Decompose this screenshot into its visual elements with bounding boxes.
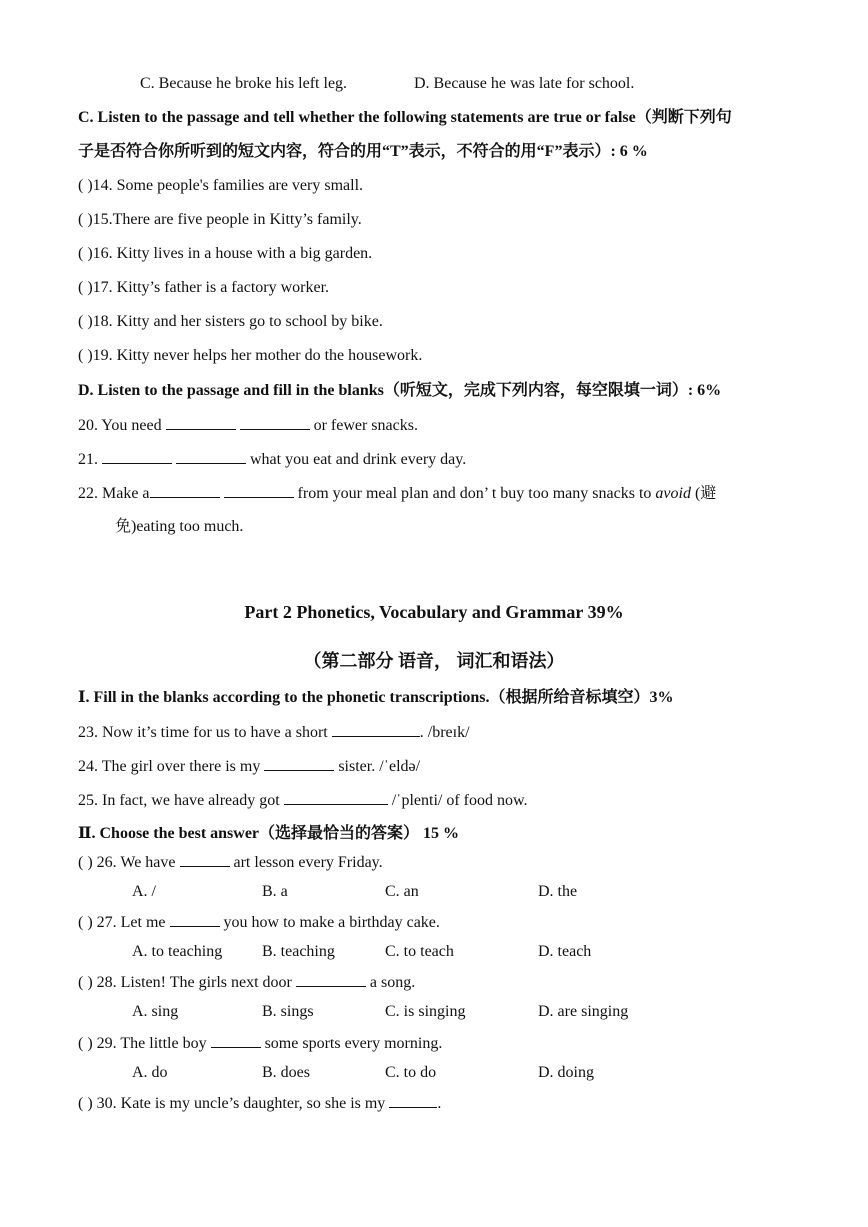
q27-option-a[interactable]: A. to teaching [132,943,223,960]
q21-prefix: 21. [78,451,98,468]
q24-prefix: 24. The girl over there is my [78,758,261,775]
q22-prefix: 22. Make a [78,485,150,502]
q28-stem-suffix: a song. [369,974,416,991]
statement-16: ( )16. Kitty lives in a house with a big garden. [78,245,373,262]
section-2-heading: Ⅱ. Choose the best answer（选择最恰当的答案） 15 % [78,825,460,842]
q27-option-c[interactable]: C. to teach [385,943,454,960]
question-20 [78,415,418,436]
q29-option-a[interactable]: A. do [132,1064,168,1081]
q25-suffix: /ˈplenti/ of food now. [391,792,528,809]
q28-option-a[interactable]: A. sing [132,1003,179,1020]
q21-blank-2[interactable] [176,449,246,464]
q13-option-d: D. Because he was late for school. [414,75,635,92]
q23-blank[interactable] [332,722,420,737]
question-30 [78,1093,441,1114]
q23-suffix: . /breɪk/ [419,724,470,741]
q26-option-d[interactable]: D. the [538,883,578,900]
q30-stem-suffix: . [437,1095,442,1112]
q30-blank[interactable] [389,1093,437,1108]
question-27 [78,912,440,933]
q22-suffix: (避 [694,485,717,502]
q29-option-c[interactable]: C. to do [385,1064,437,1081]
statement-19: ( )19. Kitty never helps her mother do the housework. [78,347,423,364]
section-c-heading-line2: 子是否符合你所听到的短文内容，符合的用“T”表示，不符合的用“F”表示）: 6 % [78,143,648,160]
question-26 [78,852,383,873]
section-c-heading-line1: C. Listen to the passage and tell whether the following statements are true or false（判断下列句 [78,109,732,126]
q26-blank[interactable] [180,852,230,867]
q22-blank-1[interactable] [150,483,220,498]
q28-stem-prefix: ( ) 28. Listen! The girls next door [78,974,292,991]
q29-stem-prefix: ( ) 29. The little boy [78,1035,207,1052]
question-25 [78,790,528,811]
question-22 [78,483,716,504]
q20-prefix: 20. You need [78,417,162,434]
q26-stem-suffix: art lesson every Friday. [233,854,383,871]
q27-option-d[interactable]: D. teach [538,943,592,960]
q28-blank[interactable] [296,972,366,987]
q27-option-b[interactable]: B. teaching [262,943,335,960]
q29-stem-suffix: some sports every morning. [264,1035,443,1052]
q26-option-b[interactable]: B. a [262,883,288,900]
question-22-line2: 免)eating too much. [115,518,244,535]
q22-italic-word: avoid [655,485,691,502]
q22-blank-2[interactable] [224,483,294,498]
statement-17: ( )17. Kitty’s father is a factory worker. [78,279,330,296]
q24-suffix: sister. /ˈeldə/ [338,758,421,775]
q27-stem-suffix: you how to make a birthday cake. [223,914,440,931]
q25-blank[interactable] [284,790,388,805]
part2-subtitle: （第二部分 语音， 词汇和语法） [303,651,565,671]
question-21 [78,449,466,470]
q21-suffix: what you eat and drink every day. [250,451,467,468]
q26-option-a[interactable]: A. / [132,883,156,900]
section-1-heading: Ⅰ. Fill in the blanks according to the phonetic transcriptions.（根据所给音标填空）3% [78,689,674,706]
q28-option-b[interactable]: B. sings [262,1003,314,1020]
q28-option-d[interactable]: D. are singing [538,1003,629,1020]
q13-option-c: C. Because he broke his left leg. [140,75,348,92]
question-28 [78,972,415,993]
section-d-heading: D. Listen to the passage and fill in the blanks（听短文，完成下列内容，每空限填一词）: 6% [78,382,722,399]
q23-prefix: 23. Now it’s time for us to have a short [78,724,328,741]
q29-option-d[interactable]: D. doing [538,1064,594,1081]
statement-14: ( )14. Some people's families are very small. [78,177,364,194]
q26-stem-prefix: ( ) 26. We have [78,854,176,871]
q20-blank-1[interactable] [166,415,236,430]
part2-title: Part 2 Phonetics, Vocabulary and Grammar 39% [244,602,624,622]
q28-option-c[interactable]: C. is singing [385,1003,466,1020]
q21-blank-1[interactable] [102,449,172,464]
question-29 [78,1033,442,1054]
statement-18: ( )18. Kitty and her sisters go to school by bike. [78,313,383,330]
q20-blank-2[interactable] [240,415,310,430]
q22-middle: from your meal plan and don’ t buy too many snacks to [297,485,652,502]
q27-blank[interactable] [170,912,220,927]
q27-stem-prefix: ( ) 27. Let me [78,914,166,931]
q25-prefix: 25. In fact, we have already got [78,792,280,809]
q26-option-c[interactable]: C. an [385,883,419,900]
q30-stem-prefix: ( ) 30. Kate is my uncle’s daughter, so she is my [78,1095,386,1112]
q24-blank[interactable] [264,756,334,771]
question-23 [78,722,470,743]
question-24 [78,756,420,777]
q29-option-b[interactable]: B. does [262,1064,310,1081]
statement-15: ( )15.There are five people in Kitty’s family. [78,211,362,228]
q20-suffix: or fewer snacks. [313,417,418,434]
q29-blank[interactable] [211,1033,261,1048]
